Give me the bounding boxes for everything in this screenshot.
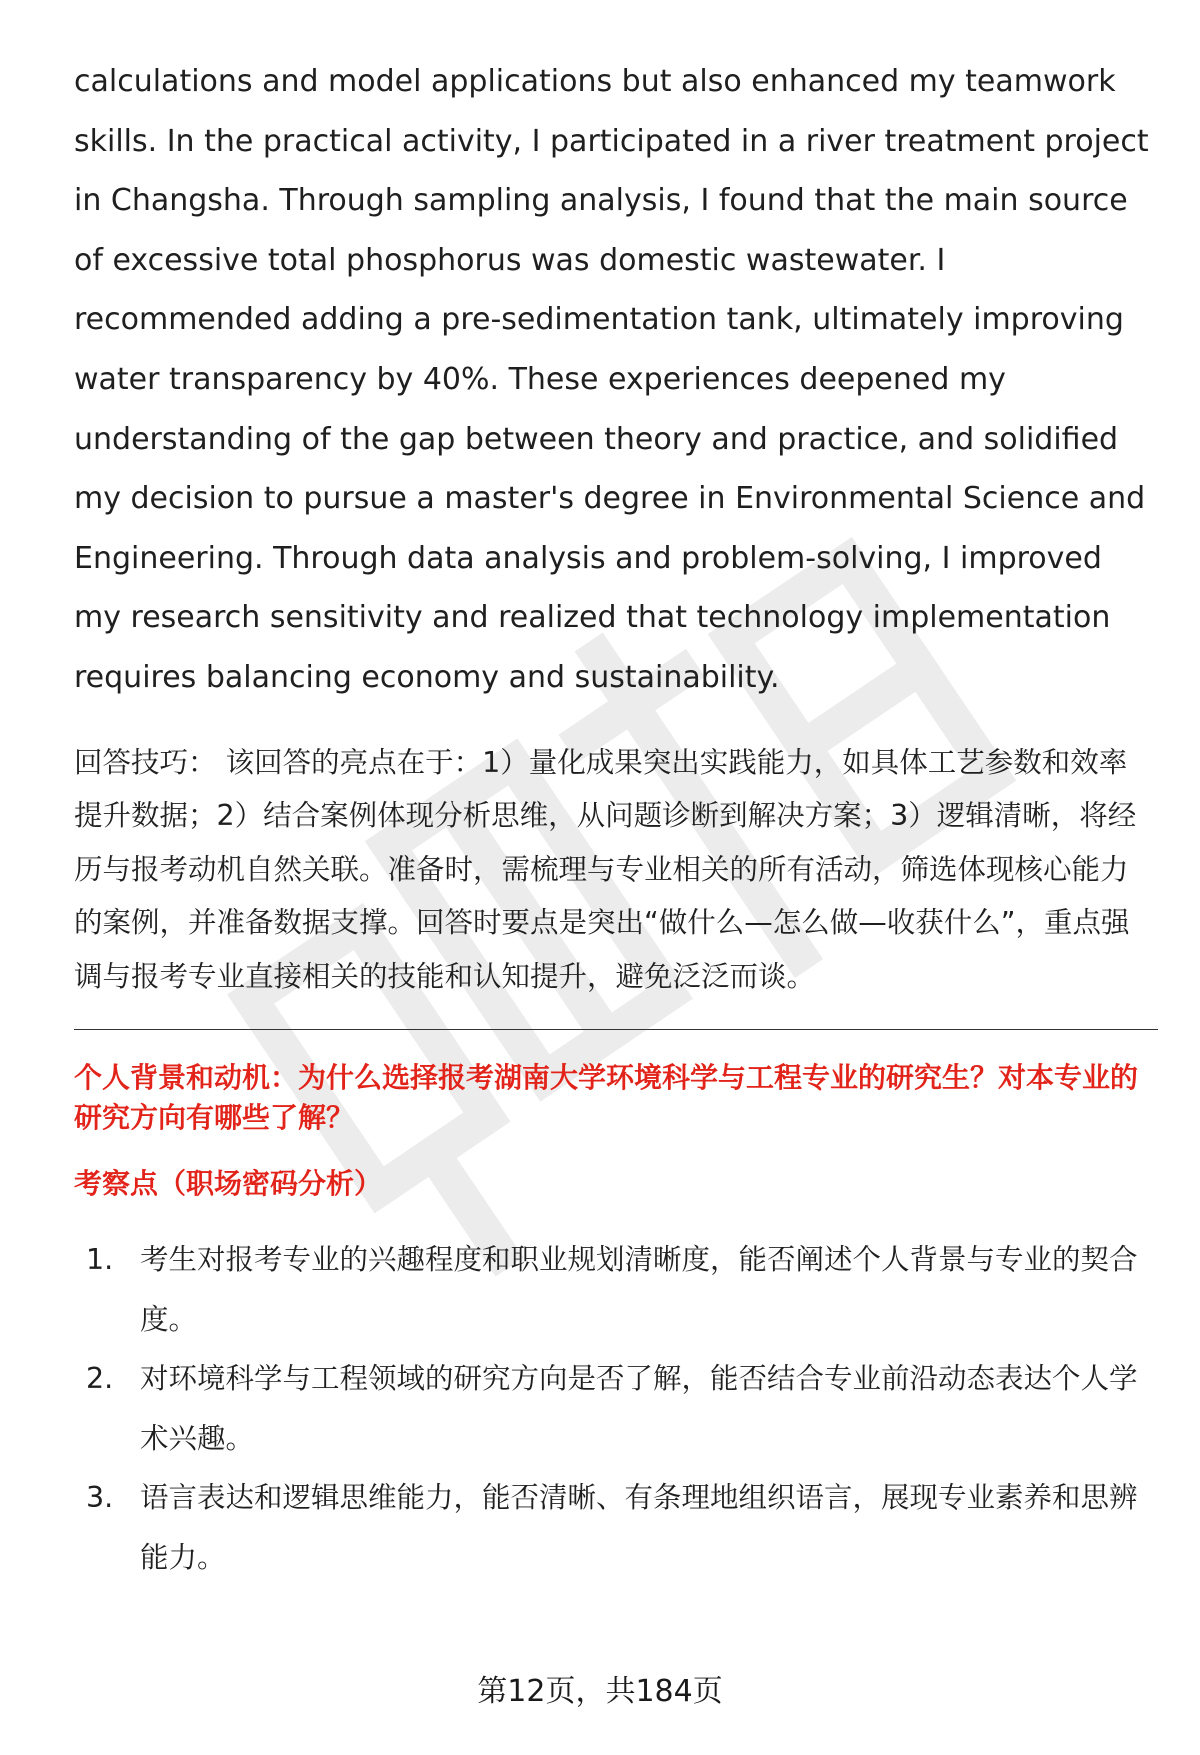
page-content (74, 52, 1154, 1587)
answer-tips-label: 回答技巧： (74, 745, 217, 779)
list-item (74, 1230, 1154, 1349)
assessment-heading: 考察点（职场密码分析） (74, 1167, 383, 1201)
list-item-text: 语言表达和逻辑思维能力，能否清晰、有条理地组织语言，展现专业素养和思辨能力。 (140, 1481, 1138, 1574)
page-number-footer: 第12页，共184页 (477, 1674, 723, 1709)
question-title: 个人背景和动机：为什么选择报考湖南大学环境科学与工程专业的研究生？对本专业的研究方向有哪些了解？ (74, 1061, 1139, 1135)
list-item-number: 2. (86, 1362, 114, 1396)
answer-paragraph: calculations and model applications but also enhanced my teamwork skills. In the practical activity, I participated in a river treatment project in Changsha. Through sampling analysis, I found that the main source of excessive total phosphorus was domestic wastewater. I recommended adding a pre-sedimentation tank, ultimately improving water transparency by 40%. These experiences deepened my understanding of the gap between theory and practice, and solidified my decision to pursue a master's degree in Environmental Science and Engineering. Through data analysis and problem-solving, I improved my research sensitivity and realized that technology implementation requires balancing economy and sustainability. (74, 64, 1149, 695)
section-divider (74, 1029, 1158, 1030)
answer-tips (74, 736, 1154, 1004)
list-item-number: 3. (86, 1481, 114, 1515)
list-item-text: 对环境科学与工程领域的研究方向是否了解，能否结合专业前沿动态表达个人学术兴趣。 (140, 1362, 1138, 1455)
list-item (74, 1349, 1154, 1468)
answer-tips-text: 该回答的亮点在于：1）量化成果突出实践能力，如具体工艺参数和效率提升数据；2）结合案例体现分析思维，从问题诊断到解决方案；3）逻辑清晰，将经历与报考动机自然关联。准备时，需梳理与专业相关的所有活动，筛选体现核心能力的案例，并准备数据支撑。回答时要点是突出“做什么—怎么做—收获什么”，重点强调与报考专业直接相关的技能和认知提升，避免泛泛而谈。 (74, 745, 1137, 993)
list-item-number: 1. (86, 1243, 114, 1277)
list-item (74, 1468, 1154, 1587)
assessment-points-list (74, 1230, 1154, 1587)
list-item-text: 考生对报考专业的兴趣程度和职业规划清晰度，能否阐述个人背景与专业的契合度。 (140, 1243, 1138, 1336)
